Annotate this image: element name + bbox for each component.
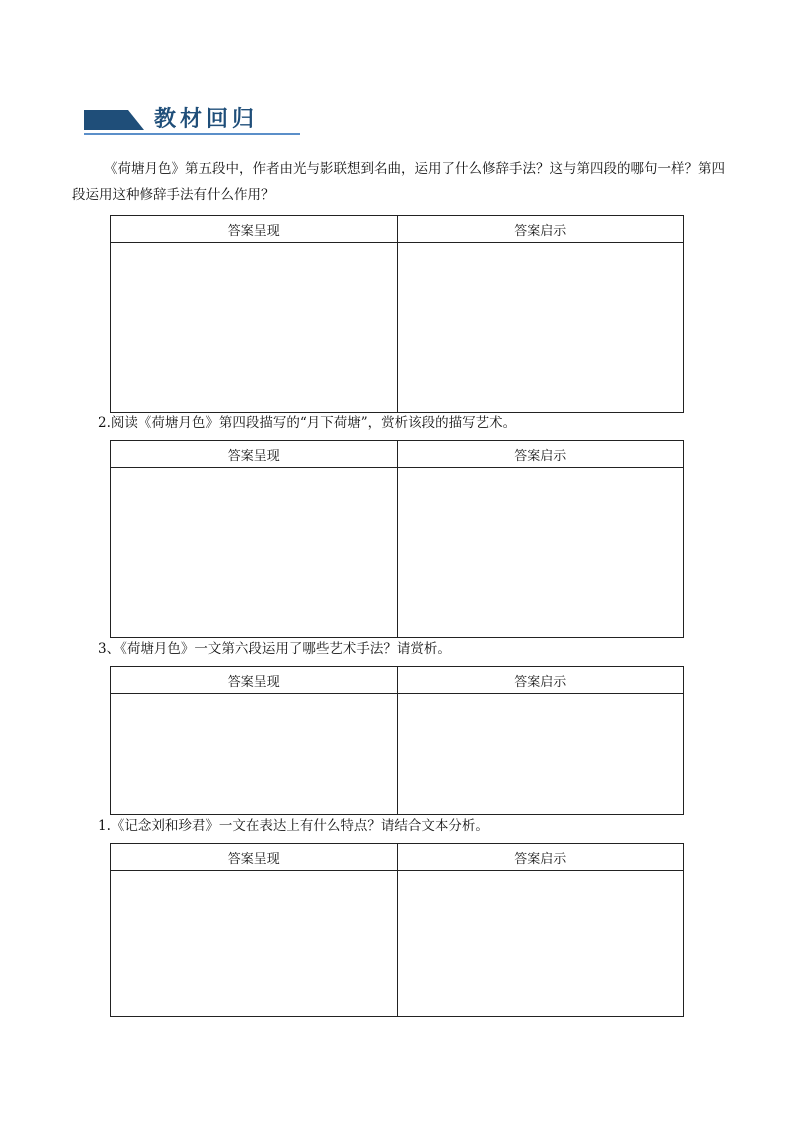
answer-cell-left[interactable] (111, 468, 398, 638)
answer-table-1 (110, 215, 684, 413)
section-banner (84, 104, 300, 138)
answer-header-left: 答案呈现 (111, 844, 398, 871)
answer-cell-right[interactable] (397, 243, 684, 413)
question-2: 2.阅读《荷塘月色》第四段描写的“月下荷塘”，赏析该段的描写艺术。 (98, 415, 517, 431)
answer-cell-right[interactable] (397, 871, 684, 1017)
answer-cell-left[interactable] (111, 694, 398, 815)
answer-table-3 (110, 666, 684, 815)
answer-header-left: 答案呈现 (111, 441, 398, 468)
question-4: 1.《记念刘和珍君》一文在表达上有什么特点？请结合文本分析。 (98, 818, 489, 834)
answer-cell-right[interactable] (397, 468, 684, 638)
answer-header-left: 答案呈现 (111, 216, 398, 243)
answer-header-right: 答案启示 (397, 216, 684, 243)
question-1: 《荷塘月色》第五段中，作者由光与影联想到名曲，运用了什么修辞手法？这与第四段的哪句一样？第四段运用这种修辞手法有什么作用？ (72, 161, 725, 203)
answer-header-left: 答案呈现 (111, 667, 398, 694)
answer-table-2 (110, 440, 684, 638)
answer-table-4 (110, 843, 684, 1017)
section-title: 教材回归 (154, 106, 259, 132)
answer-cell-right[interactable] (397, 694, 684, 815)
question-3: 3、《荷塘月色》一文第六段运用了哪些艺术手法？请赏析。 (98, 641, 451, 657)
answer-cell-left[interactable] (111, 243, 398, 413)
answer-header-right: 答案启示 (397, 844, 684, 871)
answer-header-right: 答案启示 (397, 667, 684, 694)
answer-header-right: 答案启示 (397, 441, 684, 468)
answer-cell-left[interactable] (111, 871, 398, 1017)
